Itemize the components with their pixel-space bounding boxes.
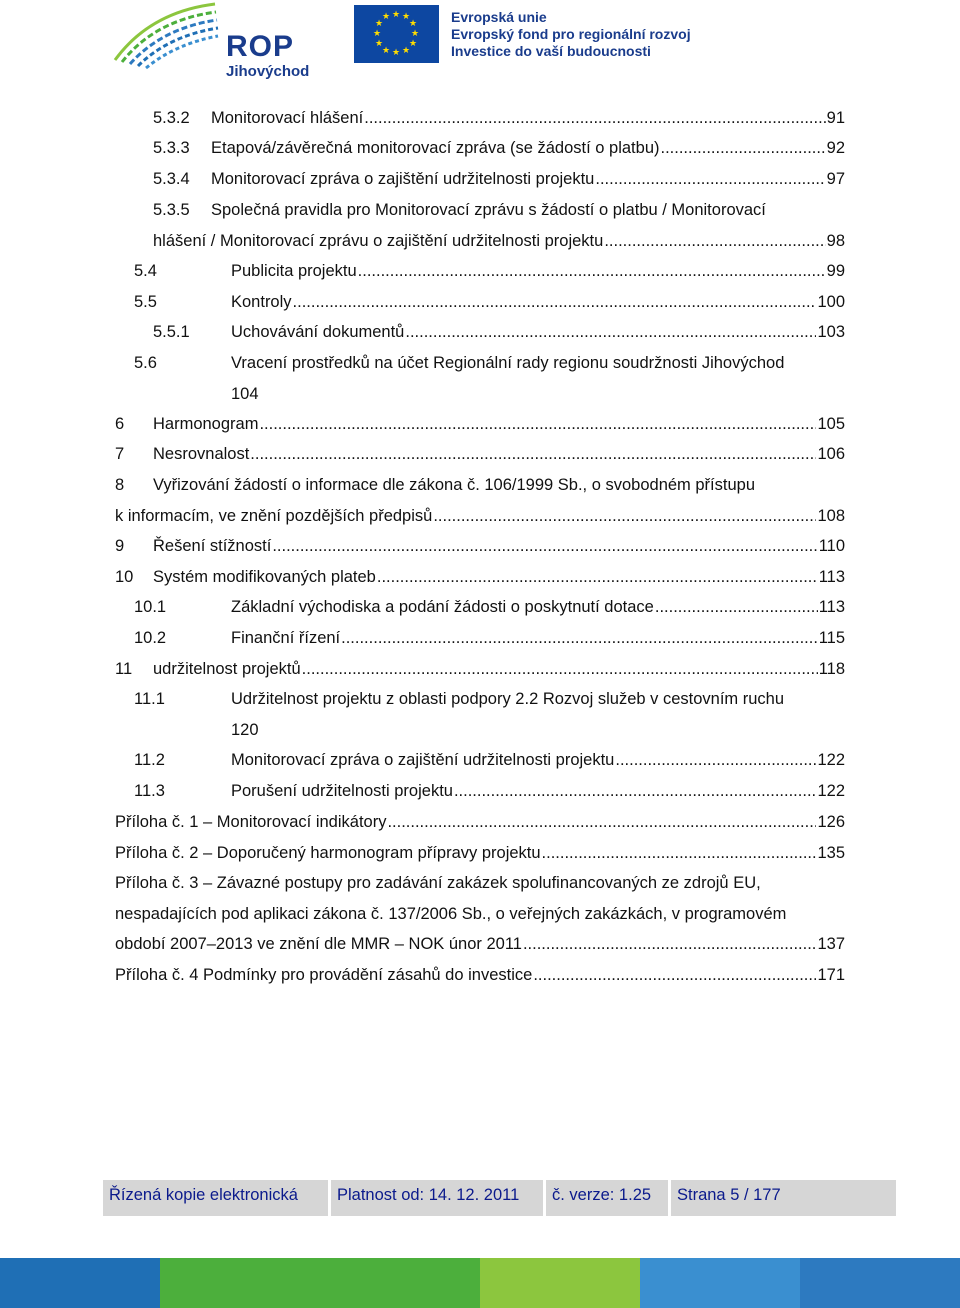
toc-number: 8 xyxy=(115,476,125,494)
toc-title: udržitelnost projektů xyxy=(153,660,301,678)
toc-number: 7 xyxy=(115,445,125,463)
toc-page: 113 xyxy=(818,598,845,616)
toc-page: 91 xyxy=(826,109,845,127)
toc-number: 5.3.2 xyxy=(153,109,190,127)
eu-line: Investice do vaší budoucnosti xyxy=(451,43,651,59)
toc-number: 5.6 xyxy=(134,354,157,372)
toc-entry[interactable] xyxy=(0,687,960,711)
rop-logo-subtext: Jihovýchod xyxy=(226,63,310,80)
toc-number: 5.4 xyxy=(134,262,157,280)
toc-leader xyxy=(454,779,817,803)
toc-title: Příloha č. 2 – Doporučený harmonogram přípravy projektu xyxy=(115,844,541,862)
toc-leader xyxy=(377,565,818,589)
toc-page: 105 xyxy=(817,415,845,433)
toc-page: 171 xyxy=(817,966,845,984)
svg-text:★: ★ xyxy=(401,12,411,22)
toc-title: Monitorovací hlášení xyxy=(211,109,364,127)
toc-number: 11 xyxy=(115,660,133,678)
toc-number: 5.5 xyxy=(134,293,157,311)
toc-number: 6 xyxy=(115,415,125,433)
toc-entry[interactable] xyxy=(0,657,960,681)
toc-title: Příloha č. 4 Podmínky pro provádění zásahů do investice xyxy=(115,966,533,984)
toc-title: Společná pravidla pro Monitorovací zprávu s žádostí o platbu / Monitorovací xyxy=(211,201,766,219)
toc-leader xyxy=(293,290,817,314)
toc-entry[interactable] xyxy=(0,779,960,803)
rop-logo-text: ROP xyxy=(226,30,295,63)
toc-leader xyxy=(655,595,818,619)
toc-entry[interactable] xyxy=(0,595,960,619)
toc-page: 113 xyxy=(818,568,845,586)
toc-page: 100 xyxy=(817,293,845,311)
toc-number: 11.2 xyxy=(134,751,165,769)
footer-page-number: Strana 5 / 177 xyxy=(671,1180,896,1216)
toc-entry[interactable] xyxy=(0,290,960,314)
toc-title: Udržitelnost projektu z oblasti podpory 2.2 Rozvoj služeb v cestovním ruchu xyxy=(231,690,785,708)
color-bar-segment xyxy=(160,1258,480,1308)
toc-leader xyxy=(272,534,817,558)
toc-entry[interactable] xyxy=(0,198,960,222)
toc-number: 5.3.4 xyxy=(153,170,190,188)
toc-entry-continuation[interactable] xyxy=(0,504,960,528)
toc-page: 98 xyxy=(826,232,845,250)
toc-page: 115 xyxy=(818,629,845,647)
toc-page: 126 xyxy=(817,813,845,831)
svg-text:★: ★ xyxy=(381,46,391,56)
toc-title: Vyřizování žádostí o informace dle zákona č. 106/1999 Sb., o svobodném přístupu xyxy=(153,476,755,494)
toc-page: 137 xyxy=(817,935,845,953)
toc-leader xyxy=(358,259,826,283)
toc-entry[interactable] xyxy=(0,167,960,191)
toc-entry[interactable] xyxy=(0,534,960,558)
toc-title: Příloha č. 1 – Monitorovací indikátory xyxy=(115,813,387,831)
toc-leader xyxy=(523,932,817,956)
toc-leader xyxy=(341,626,818,650)
toc-title: hlášení / Monitorovací zprávu o zajištění udržitelnosti projektu xyxy=(153,232,604,250)
toc-number: 11.3 xyxy=(134,782,165,800)
footer-valid-from: Platnost od: 14. 12. 2011 xyxy=(331,1180,543,1216)
toc-title: Základní východiska a podání žádosti o poskytnutí dotace xyxy=(231,598,654,616)
svg-text:★: ★ xyxy=(374,19,384,29)
toc-page: 108 xyxy=(817,507,845,525)
toc-entry[interactable] xyxy=(0,565,960,589)
toc-entry[interactable] xyxy=(0,412,960,436)
toc-number: 5.3.5 xyxy=(153,201,190,219)
toc-title: Finanční řízení xyxy=(231,629,341,647)
toc-title: nespadajících pod aplikaci zákona č. 137/2006 Sb., o veřejných zakázkách, v programovém xyxy=(115,905,787,923)
svg-text:★: ★ xyxy=(408,19,418,29)
toc-leader xyxy=(533,963,816,987)
toc-title: Harmonogram xyxy=(153,415,259,433)
color-bar-segment xyxy=(0,1258,160,1308)
toc-entry[interactable] xyxy=(0,963,960,987)
toc-page: 135 xyxy=(817,844,845,862)
toc-title: Příloha č. 3 – Závazné postupy pro zadávání zakázek spolufinancovaných ze zdrojů EU, xyxy=(115,874,761,892)
footer-version: č. verze: 1.25 xyxy=(546,1180,668,1216)
svg-text:★: ★ xyxy=(391,48,401,58)
toc-page: 106 xyxy=(817,445,845,463)
toc-page: 118 xyxy=(818,660,845,678)
toc-entry[interactable] xyxy=(0,136,960,160)
rop-swoosh-icon xyxy=(110,2,220,72)
toc-title: období 2007–2013 ve znění dle MMR – NOK únor 2011 xyxy=(115,935,522,953)
eu-flag-icon xyxy=(354,5,439,63)
toc-page: 120 xyxy=(231,721,259,739)
toc-page: 97 xyxy=(826,170,845,188)
toc-leader xyxy=(259,412,816,436)
toc-leader xyxy=(615,748,816,772)
toc-entry[interactable] xyxy=(0,259,960,283)
toc-entry[interactable] xyxy=(0,810,960,834)
toc-leader xyxy=(250,442,816,466)
toc-entry[interactable] xyxy=(0,442,960,466)
svg-text:★: ★ xyxy=(410,29,420,39)
toc-leader xyxy=(542,841,817,865)
toc-entry[interactable] xyxy=(0,473,960,497)
toc-number: 9 xyxy=(115,537,125,555)
toc-entry-continuation[interactable] xyxy=(0,382,960,406)
color-bar-segment xyxy=(800,1258,960,1308)
toc-leader xyxy=(661,136,826,160)
toc-leader xyxy=(302,657,818,681)
svg-text:★: ★ xyxy=(372,29,382,39)
toc-title: Etapová/závěrečná monitorovací zpráva (se žádostí o platbu) xyxy=(211,139,660,157)
toc-number: 11.1 xyxy=(134,690,165,708)
color-bar-segment xyxy=(640,1258,800,1308)
document-footer xyxy=(103,1180,896,1216)
eu-line: Evropská unie xyxy=(451,9,547,25)
toc-number: 5.5.1 xyxy=(153,323,190,341)
toc-entry-continuation[interactable] xyxy=(0,718,960,742)
svg-text:★: ★ xyxy=(374,39,384,49)
toc-number: 10.1 xyxy=(134,598,167,616)
color-bar-segment xyxy=(480,1258,640,1308)
toc-leader xyxy=(405,320,816,344)
toc-leader xyxy=(604,229,825,253)
toc-entry[interactable] xyxy=(0,320,960,344)
toc-entry-continuation[interactable] xyxy=(0,902,960,926)
toc-title: Monitorovací zpráva o zajištění udržitelnosti projektu xyxy=(231,751,615,769)
toc-leader xyxy=(595,167,825,191)
toc-title: Monitorovací zpráva o zajištění udržitelnosti projektu xyxy=(211,170,595,188)
toc-entry-continuation[interactable] xyxy=(0,229,960,253)
toc-entry[interactable] xyxy=(0,626,960,650)
toc-page: 110 xyxy=(818,537,845,555)
toc-number: 10.2 xyxy=(134,629,167,647)
eu-line: Evropský fond pro regionální rozvoj xyxy=(451,26,691,42)
toc-page: 92 xyxy=(826,139,845,157)
toc-leader xyxy=(387,810,816,834)
toc-entry[interactable] xyxy=(0,748,960,772)
toc-entry[interactable] xyxy=(0,871,960,895)
toc-leader xyxy=(433,504,816,528)
toc-leader xyxy=(364,106,825,130)
toc-title: Publicita projektu xyxy=(231,262,357,280)
toc-title: Kontroly xyxy=(231,293,292,311)
toc-number: 10 xyxy=(115,568,134,586)
toc-number: 5.3.3 xyxy=(153,139,190,157)
svg-text:★: ★ xyxy=(408,39,418,49)
toc-entry[interactable] xyxy=(0,351,960,375)
svg-text:★: ★ xyxy=(381,12,391,22)
toc-title: k informacím, ve znění pozdějších předpisů xyxy=(115,507,433,525)
color-bar xyxy=(0,1258,960,1308)
toc-title: Řešení stížností xyxy=(153,537,272,555)
toc-title: Nesrovnalost xyxy=(153,445,250,463)
eu-text xyxy=(451,9,691,60)
toc-entry[interactable] xyxy=(0,106,960,130)
toc-page: 122 xyxy=(817,751,845,769)
toc-title: Porušení udržitelnosti projektu xyxy=(231,782,453,800)
toc-title: Systém modifikovaných plateb xyxy=(153,568,376,586)
footer-controlled-copy: Řízená kopie elektronická xyxy=(103,1180,328,1216)
toc-page: 99 xyxy=(826,262,845,280)
toc-entry-continuation[interactable] xyxy=(0,932,960,956)
svg-text:★: ★ xyxy=(391,10,401,20)
toc-page: 103 xyxy=(817,323,845,341)
toc-entry[interactable] xyxy=(0,841,960,865)
toc-page: 104 xyxy=(231,385,259,403)
toc-title: Vracení prostředků na účet Regionální rady regionu soudržnosti Jihovýchod xyxy=(231,354,785,372)
toc-title: Uchovávání dokumentů xyxy=(231,323,405,341)
toc-page: 122 xyxy=(817,782,845,800)
svg-text:★: ★ xyxy=(401,46,411,56)
